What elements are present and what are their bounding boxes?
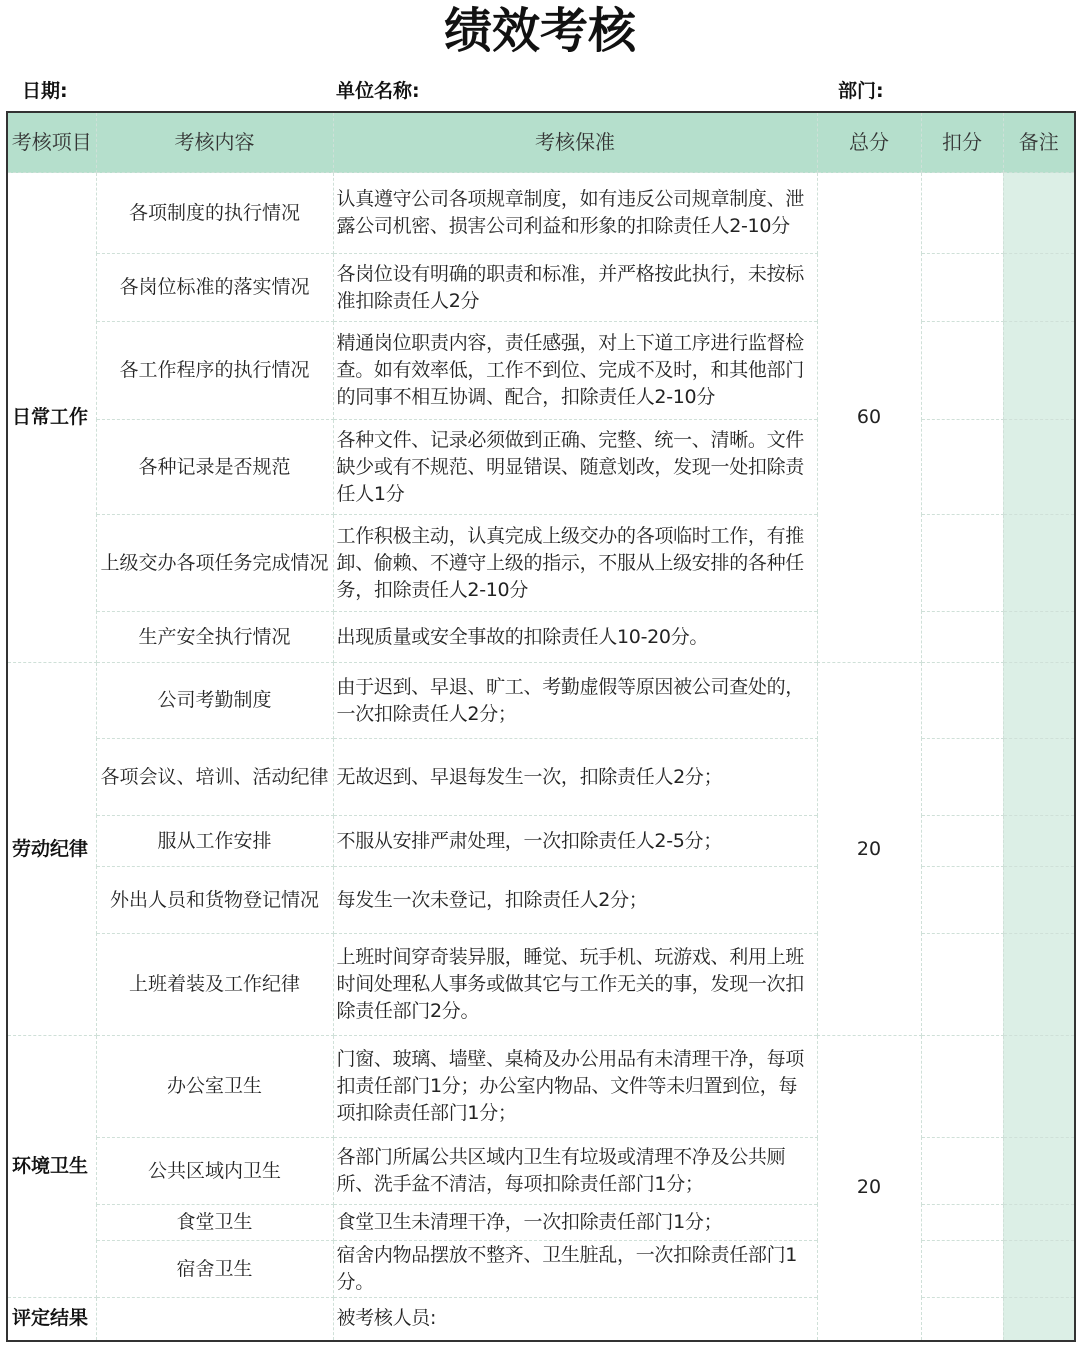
content-cell: 各项制度的执行情况 — [96, 173, 333, 254]
header-standard: 考核保准 — [333, 112, 817, 173]
standard-cell: 食堂卫生未清理干净，一次扣除责任部门1分； — [333, 1205, 817, 1241]
department-label: 部门: — [838, 80, 884, 102]
header-deduction: 扣分 — [921, 112, 1003, 173]
deduction-cell[interactable] — [921, 254, 1003, 322]
remarks-cell[interactable] — [1003, 1138, 1075, 1205]
standard-cell: 各种文件、记录必须做到正确、完整、统一、清晰。文件缺少或有不规范、明显错误、随意划改，发现一处扣除责任人1分 — [333, 420, 817, 515]
standard-cell: 出现质量或安全事故的扣除责任人10-20分。 — [333, 612, 817, 663]
date-label: 日期: — [22, 80, 68, 102]
category-cell: 日常工作 — [7, 173, 96, 663]
remarks-cell[interactable] — [1003, 420, 1075, 515]
remarks-cell[interactable] — [1003, 739, 1075, 816]
header-remarks: 备注 — [1003, 112, 1075, 173]
total-score-cell: 20 — [817, 663, 921, 1036]
remarks-cell[interactable] — [1003, 867, 1075, 934]
standard-cell: 精通岗位职责内容，责任感强，对上下道工序进行监督检查。如有效率低，工作不到位、完成不及时，和其他部门的同事不相互协调、配合，扣除责任人2-10分 — [333, 322, 817, 420]
total-score-cell: 20 — [817, 1036, 921, 1341]
content-cell: 各项会议、培训、活动纪律 — [96, 739, 333, 816]
standard-cell: 宿舍内物品摆放不整齐、卫生脏乱，一次扣除责任部门1分。 — [333, 1241, 817, 1298]
remarks-cell[interactable] — [1003, 1241, 1075, 1298]
deduction-cell[interactable] — [921, 1298, 1003, 1341]
table-row — [7, 663, 1075, 739]
deduction-cell[interactable] — [921, 1205, 1003, 1241]
standard-cell: 门窗、玻璃、墙壁、桌椅及办公用品有未清理干净，每项扣责任部门1分；办公室内物品、文件等未归置到位，每项扣除责任部门1分； — [333, 1036, 817, 1138]
table-row — [7, 1036, 1075, 1138]
page-title: 绩效考核 — [443, 3, 636, 59]
deduction-cell[interactable] — [921, 420, 1003, 515]
standard-cell: 各部门所属公共区域内卫生有垃圾或清理不净及公共厕所、洗手盆不清洁，每项扣除责任部门1分； — [333, 1138, 817, 1205]
remarks-cell[interactable] — [1003, 322, 1075, 420]
remarks-cell[interactable] — [1003, 173, 1075, 254]
deduction-cell[interactable] — [921, 322, 1003, 420]
deduction-cell[interactable] — [921, 816, 1003, 867]
header-category: 考核项目 — [7, 112, 96, 173]
deduction-cell[interactable] — [921, 739, 1003, 816]
remarks-cell[interactable] — [1003, 515, 1075, 612]
deduction-cell[interactable] — [921, 663, 1003, 739]
result-label: 评定结果 — [7, 1298, 96, 1341]
deduction-cell[interactable] — [921, 867, 1003, 934]
header-content: 考核内容 — [96, 112, 333, 173]
content-cell: 各工作程序的执行情况 — [96, 322, 333, 420]
remarks-cell[interactable] — [1003, 816, 1075, 867]
deduction-cell[interactable] — [921, 1036, 1003, 1138]
content-cell: 外出人员和货物登记情况 — [96, 867, 333, 934]
result-content-cell — [96, 1298, 333, 1341]
remarks-cell[interactable] — [1003, 1298, 1075, 1341]
standard-cell: 上班时间穿奇装异服，睡觉、玩手机、玩游戏、利用上班时间处理私人事务或做其它与工作无关的事，发现一次扣除责任部门2分。 — [333, 934, 817, 1036]
standard-cell: 无故迟到、早退每发生一次，扣除责任人2分； — [333, 739, 817, 816]
unit-name-label: 单位名称: — [336, 80, 420, 102]
remarks-cell[interactable] — [1003, 934, 1075, 1036]
content-cell: 宿舍卫生 — [96, 1241, 333, 1298]
remarks-cell[interactable] — [1003, 663, 1075, 739]
deduction-cell[interactable] — [921, 934, 1003, 1036]
content-cell: 公司考勤制度 — [96, 663, 333, 739]
header-row — [7, 112, 1075, 173]
total-score-cell: 60 — [817, 173, 921, 663]
standard-cell: 认真遵守公司各项规章制度，如有违反公司规章制度、泄露公司机密、损害公司利益和形象的扣除责任人2-10分 — [333, 173, 817, 254]
content-cell: 上班着装及工作纪律 — [96, 934, 333, 1036]
header-total: 总分 — [817, 112, 921, 173]
remarks-cell[interactable] — [1003, 612, 1075, 663]
content-cell: 各种记录是否规范 — [96, 420, 333, 515]
deduction-cell[interactable] — [921, 1138, 1003, 1205]
standard-cell: 工作积极主动，认真完成上级交办的各项临时工作，有推卸、偷赖、不遵守上级的指示，不服从上级安排的各种任务，扣除责任人2-10分 — [333, 515, 817, 612]
remarks-cell[interactable] — [1003, 1036, 1075, 1138]
category-cell: 劳动纪律 — [7, 663, 96, 1036]
content-cell: 办公室卫生 — [96, 1036, 333, 1138]
category-cell: 环境卫生 — [7, 1036, 96, 1298]
appraisal-table — [6, 111, 1076, 1342]
deduction-cell[interactable] — [921, 173, 1003, 254]
table-row — [7, 173, 1075, 254]
standard-cell: 各岗位设有明确的职责和标准，并严格按此执行，未按标准扣除责任人2分 — [333, 254, 817, 322]
deduction-cell[interactable] — [921, 515, 1003, 612]
remarks-cell[interactable] — [1003, 254, 1075, 322]
content-cell: 生产安全执行情况 — [96, 612, 333, 663]
content-cell: 服从工作安排 — [96, 816, 333, 867]
content-cell: 食堂卫生 — [96, 1205, 333, 1241]
remarks-cell[interactable] — [1003, 1205, 1075, 1241]
appraisee-label: 被考核人员: — [333, 1298, 817, 1341]
standard-cell: 每发生一次未登记，扣除责任人2分； — [333, 867, 817, 934]
standard-cell: 由于迟到、早退、旷工、考勤虚假等原因被公司查处的，一次扣除责任人2分； — [333, 663, 817, 739]
standard-cell: 不服从安排严肃处理，一次扣除责任人2-5分； — [333, 816, 817, 867]
content-cell: 公共区域内卫生 — [96, 1138, 333, 1205]
content-cell: 各岗位标准的落实情况 — [96, 254, 333, 322]
deduction-cell[interactable] — [921, 1241, 1003, 1298]
deduction-cell[interactable] — [921, 612, 1003, 663]
content-cell: 上级交办各项任务完成情况 — [96, 515, 333, 612]
